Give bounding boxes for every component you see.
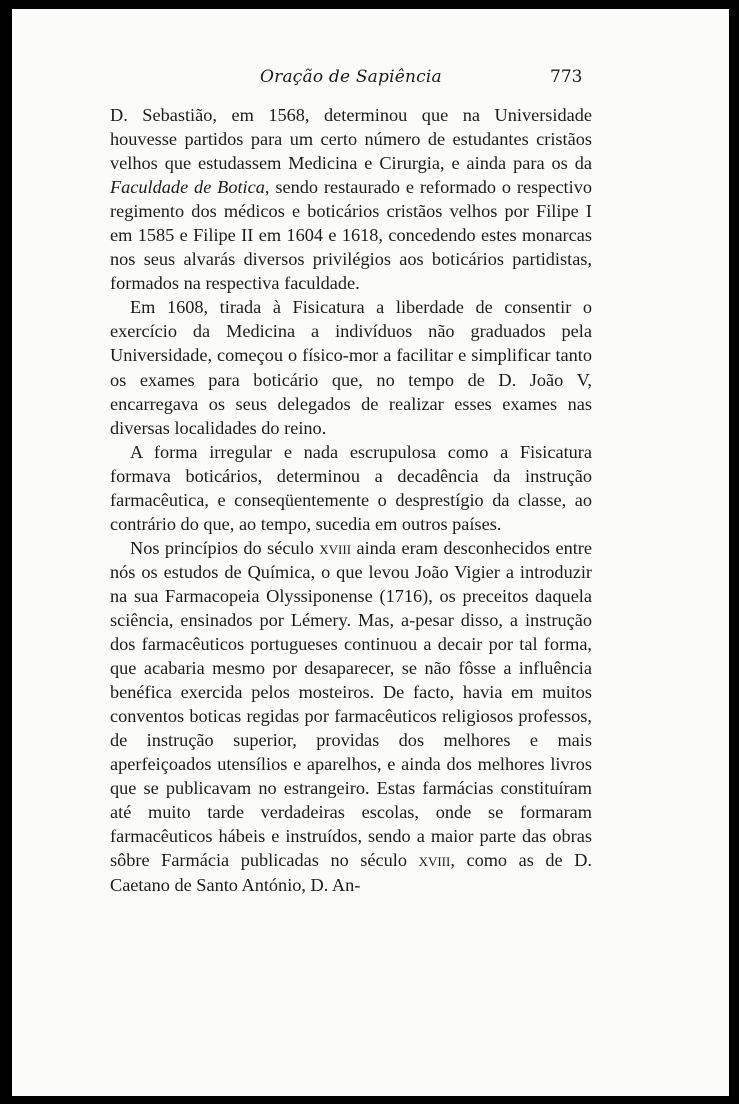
paragraph-2	[110, 295, 592, 439]
paragraph-4-text-c: , como as de D. Caetano de Santo António, D. An-	[110, 850, 592, 895]
paragraph-1	[110, 103, 592, 295]
paragraph-1-text-b: sendo restaurado e reformado o respectivo regimento dos médicos e boticários cristãos velhos por Filipe I em 1585 e Filipe II em 1604 e 1618, concedendo estes monarcas nos seus alvarás diversos privilégios aos boticários partidistas, formados na respectiva faculdade.	[110, 177, 592, 294]
century-numeral: xviii	[418, 850, 451, 871]
page-header	[12, 65, 729, 91]
page-number: 773	[550, 67, 583, 87]
paragraph-4-text-a: Nos princípios do século	[130, 537, 320, 558]
paragraph-4	[110, 536, 592, 897]
paragraph-1-italic: Faculdade de Botica,	[110, 177, 270, 198]
running-title: Oração de Sapiência	[260, 67, 442, 87]
century-numeral: xviii	[319, 537, 352, 558]
paragraph-3	[110, 440, 592, 536]
body-text	[110, 103, 592, 897]
paragraph-3-text: A forma irregular e nada escrupulosa como a Fisicatura formava boticários, determinou a decadência da instrução farmacêutica, e conseqüentemente o desprestígio da classe, ao contrário do que, ao tempo, sucedia em outros países.	[110, 441, 592, 534]
paragraph-2-text: Em 1608, tirada à Fisicatura a liberdade de consentir o exercício da Medicina a indivíduos não graduados pela Universidade, começou o físico-mor a facilitar e simplificar tanto os exames para boticário que, no tempo de D. João V, encarregava os seus delegados de realizar esses exames nas diversas localidades do reino.	[110, 297, 592, 438]
book-page	[12, 9, 729, 1096]
paragraph-1-text-a: D. Sebastião, em 1568, determinou que na Universidade houvesse partidos para um certo número de estudantes cristãos velhos que estudassem Medicina e Cirurgia, e ainda para os da	[110, 105, 592, 174]
paragraph-4-text-b: ainda eram desconhecidos entre nós os estudos de Química, o que levou João Vigier a introduzir na sua Farmacopeia Olyssiponense (1716), os preceitos daquela sciência, ensinados por Lémery. Mas, a-pesar disso, a instrução dos farmacêuticos portugueses continuou a decair por tal forma, que acabaria mesmo por desaparecer, se não fôsse a influência benéfica exercida pelos mosteiros. De facto, havia em muitos conventos boticas regidas por farmacêuticos religiosos professos, de instrução superior, providas dos melhores e mais aperfeiçoados utensílios e aparelhos, e ainda dos melhores livros que se publicavam no estrangeiro. Estas farmácias constituíram até muito tarde verdadeiras escolas, onde se formaram farmacêuticos hábeis e instruídos, sendo a maior parte das obras sôbre Farmácia publicadas no século	[110, 537, 592, 871]
